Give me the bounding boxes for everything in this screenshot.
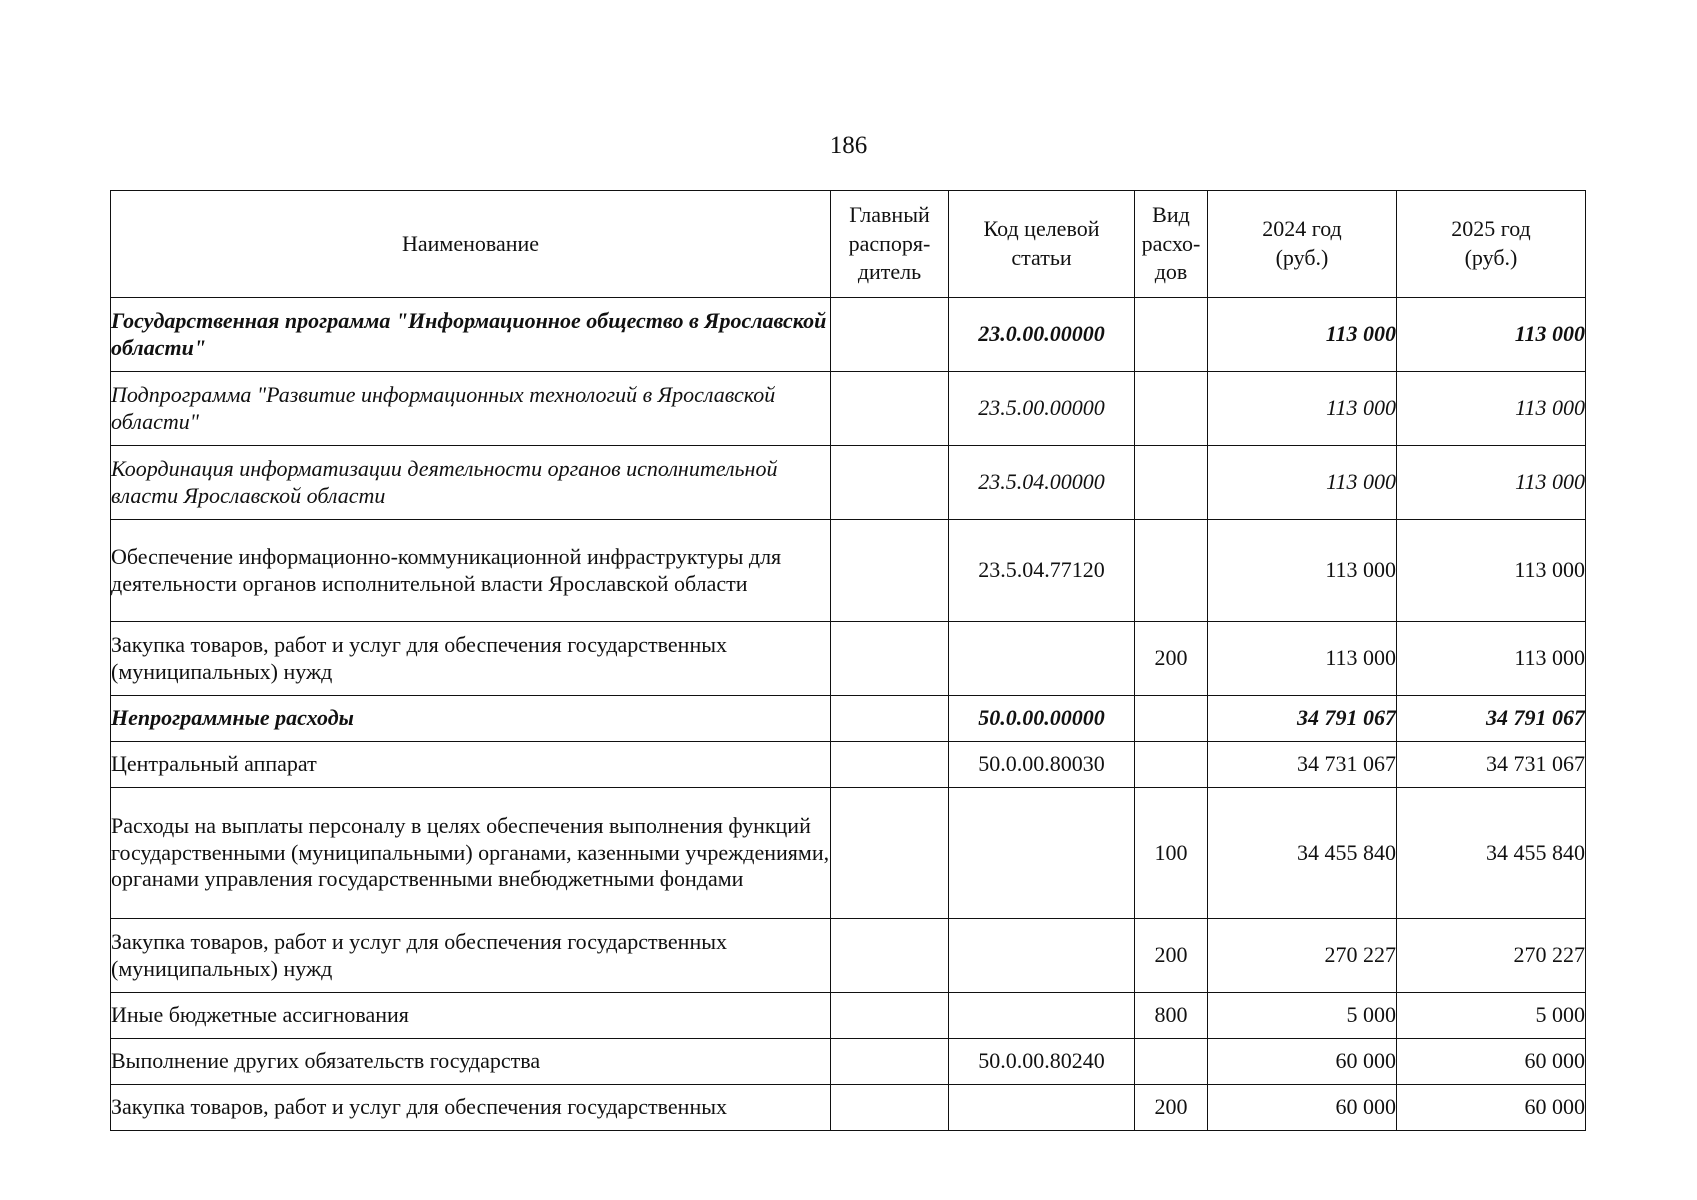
header-manager: Главный распоря- дитель (831, 191, 949, 298)
cell-manager (831, 520, 949, 622)
table-row (111, 520, 1586, 622)
cell-name: Закупка товаров, работ и услуг для обеспечения государственных (муниципальных) нужд (111, 919, 831, 993)
header-2025: 2025 год (руб.) (1397, 191, 1586, 298)
table-row (111, 1085, 1586, 1131)
cell-kind (1135, 372, 1208, 446)
cell-amount-2024: 270 227 (1208, 919, 1397, 993)
cell-manager (831, 742, 949, 788)
cell-code: 23.0.00.00000 (949, 298, 1135, 372)
budget-table (110, 190, 1586, 1131)
cell-manager (831, 372, 949, 446)
cell-kind (1135, 696, 1208, 742)
cell-code (949, 993, 1135, 1039)
cell-kind: 200 (1135, 1085, 1208, 1131)
cell-name: Обеспечение информационно-коммуникационной инфраструктуры для деятельности органов исполнительной власти Ярославской области (111, 520, 831, 622)
cell-kind: 200 (1135, 622, 1208, 696)
table-row (111, 696, 1586, 742)
table-header-row (111, 191, 1586, 298)
cell-code (949, 1085, 1135, 1131)
page-number: 186 (829, 132, 868, 159)
cell-amount-2025: 5 000 (1397, 993, 1586, 1039)
cell-manager (831, 919, 949, 993)
cell-kind: 100 (1135, 788, 1208, 919)
table-row (111, 993, 1586, 1039)
header-code: Код целевой статьи (949, 191, 1135, 298)
cell-kind (1135, 298, 1208, 372)
cell-manager (831, 298, 949, 372)
cell-code: 23.5.04.77120 (949, 520, 1135, 622)
header-2024: 2024 год (руб.) (1208, 191, 1397, 298)
cell-name: Центральный аппарат (111, 742, 831, 788)
cell-code (949, 622, 1135, 696)
cell-code: 23.5.04.00000 (949, 446, 1135, 520)
cell-name: Государственная программа "Информационное общество в Ярославской области" (111, 298, 831, 372)
cell-kind (1135, 742, 1208, 788)
table-row (111, 446, 1586, 520)
cell-amount-2024: 34 791 067 (1208, 696, 1397, 742)
cell-amount-2025: 270 227 (1397, 919, 1586, 993)
cell-manager (831, 1039, 949, 1085)
cell-name: Расходы на выплаты персоналу в целях обеспечения выполнения функций государственными (муниципальными) органами, казенными учреждениями, органами управления государственными внебюджетными фондами (111, 788, 831, 919)
header-kind: Вид расхо- дов (1135, 191, 1208, 298)
table-row (111, 742, 1586, 788)
cell-code: 50.0.00.80030 (949, 742, 1135, 788)
cell-amount-2024: 34 455 840 (1208, 788, 1397, 919)
header-name: Наименование (111, 191, 831, 298)
cell-amount-2025: 60 000 (1397, 1085, 1586, 1131)
cell-amount-2025: 113 000 (1397, 372, 1586, 446)
table-row (111, 788, 1586, 919)
cell-kind (1135, 520, 1208, 622)
cell-amount-2024: 5 000 (1208, 993, 1397, 1039)
cell-code (949, 919, 1135, 993)
table-row (111, 1039, 1586, 1085)
table-row (111, 372, 1586, 446)
cell-code: 50.0.00.80240 (949, 1039, 1135, 1085)
cell-name: Координация информатизации деятельности органов исполнительной власти Ярославской области (111, 446, 831, 520)
cell-amount-2025: 60 000 (1397, 1039, 1586, 1085)
table-row (111, 622, 1586, 696)
cell-amount-2024: 113 000 (1208, 622, 1397, 696)
cell-kind (1135, 446, 1208, 520)
cell-amount-2024: 113 000 (1208, 298, 1397, 372)
cell-manager (831, 696, 949, 742)
cell-amount-2024: 113 000 (1208, 372, 1397, 446)
cell-amount-2025: 34 455 840 (1397, 788, 1586, 919)
table-row (111, 919, 1586, 993)
cell-manager (831, 622, 949, 696)
cell-amount-2025: 113 000 (1397, 622, 1586, 696)
table-row (111, 298, 1586, 372)
table-body (111, 298, 1586, 1131)
cell-amount-2025: 113 000 (1397, 520, 1586, 622)
cell-code (949, 788, 1135, 919)
cell-amount-2025: 34 791 067 (1397, 696, 1586, 742)
cell-amount-2025: 34 731 067 (1397, 742, 1586, 788)
cell-code: 50.0.00.00000 (949, 696, 1135, 742)
cell-amount-2024: 60 000 (1208, 1085, 1397, 1131)
cell-name: Закупка товаров, работ и услуг для обеспечения государственных (муниципальных) нужд (111, 622, 831, 696)
cell-kind (1135, 1039, 1208, 1085)
cell-kind: 800 (1135, 993, 1208, 1039)
cell-name: Закупка товаров, работ и услуг для обеспечения государственных (111, 1085, 831, 1131)
cell-amount-2024: 60 000 (1208, 1039, 1397, 1085)
cell-manager (831, 446, 949, 520)
cell-name: Иные бюджетные ассигнования (111, 993, 831, 1039)
cell-amount-2024: 34 731 067 (1208, 742, 1397, 788)
cell-name: Подпрограмма "Развитие информационных технологий в Ярославской области" (111, 372, 831, 446)
cell-name: Непрограммные расходы (111, 696, 831, 742)
cell-name: Выполнение других обязательств государства (111, 1039, 831, 1085)
cell-amount-2025: 113 000 (1397, 446, 1586, 520)
cell-amount-2024: 113 000 (1208, 446, 1397, 520)
cell-kind: 200 (1135, 919, 1208, 993)
cell-manager (831, 993, 949, 1039)
cell-amount-2024: 113 000 (1208, 520, 1397, 622)
cell-manager (831, 788, 949, 919)
cell-amount-2025: 113 000 (1397, 298, 1586, 372)
cell-manager (831, 1085, 949, 1131)
cell-code: 23.5.00.00000 (949, 372, 1135, 446)
